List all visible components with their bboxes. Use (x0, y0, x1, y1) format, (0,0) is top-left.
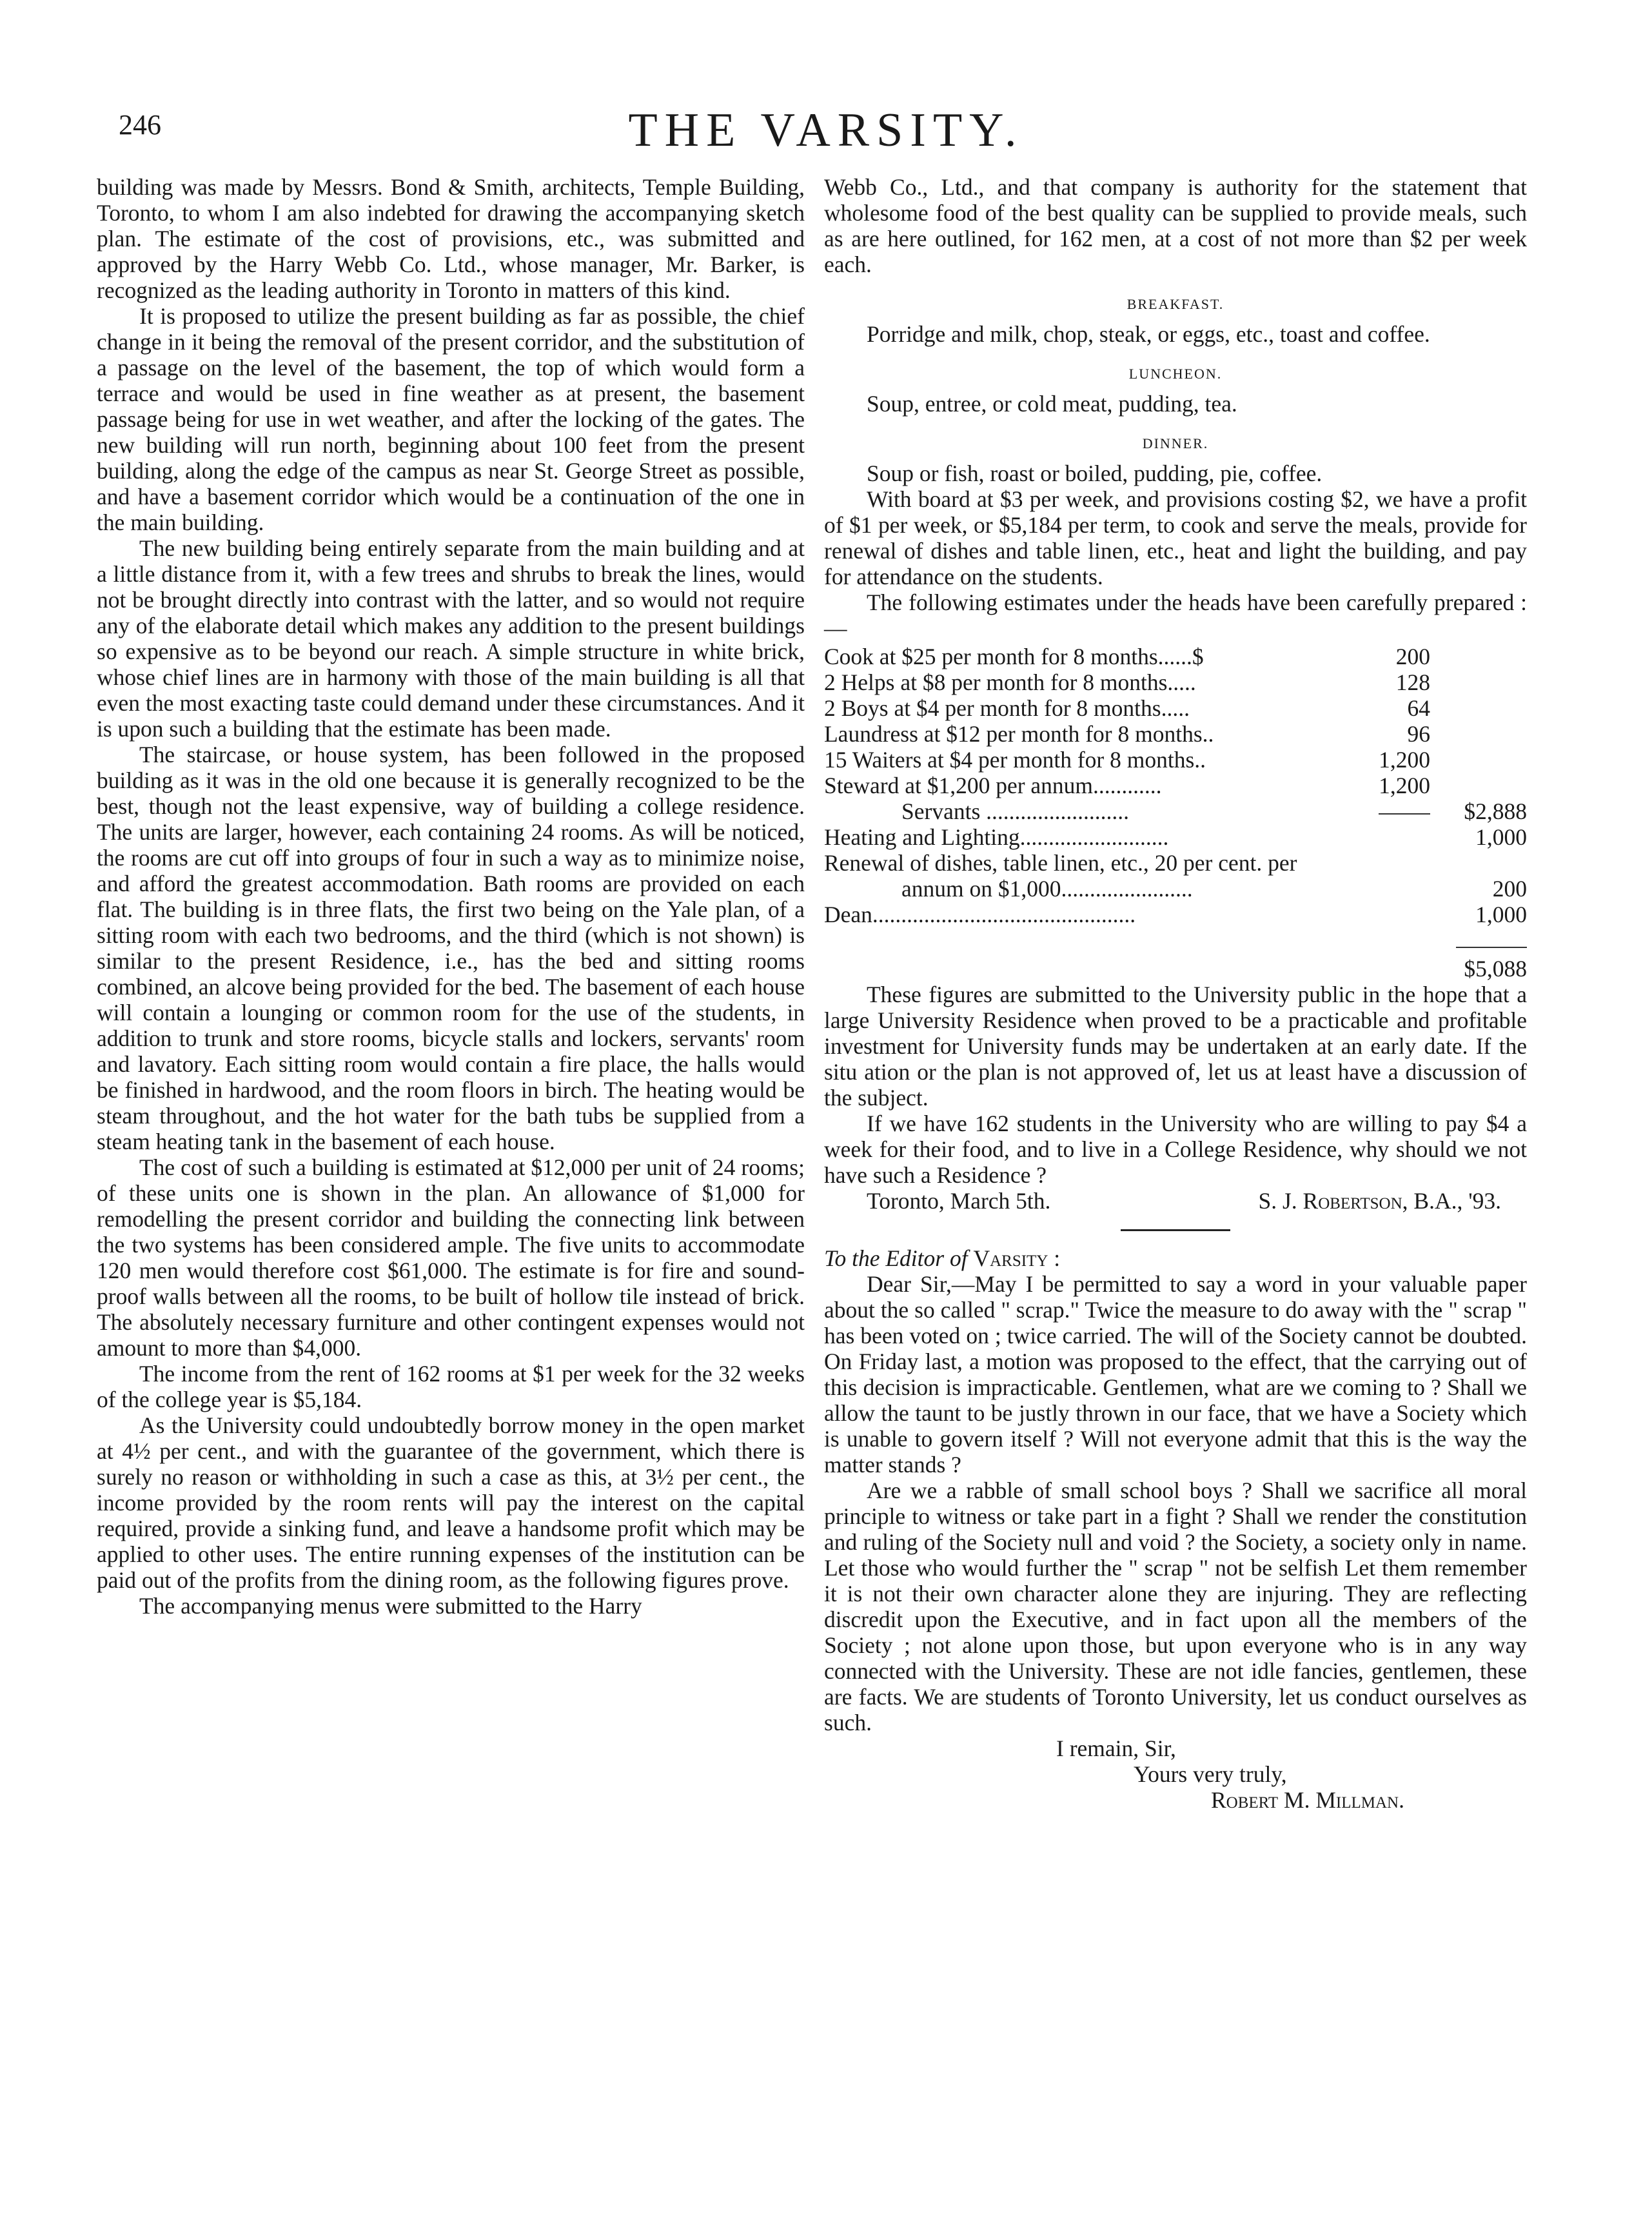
menu-heading-luncheon: LUNCHEON. (1128, 366, 1223, 382)
dean-label: Dean.............................................. (824, 902, 1136, 927)
letter-salutation (824, 1245, 1527, 1271)
dean-total: 1,000 (1475, 902, 1527, 927)
estimate-amount: 128 (1395, 669, 1430, 695)
table-row (824, 850, 1527, 876)
page-title: THE VARSITY. (628, 104, 1024, 157)
menu-heading-dinner: DINNER. (1142, 435, 1209, 451)
paragraph: The staircase, or house system, has been followed in the proposed building as it was in the old one because it is generally recognized to be the best, though not the least expensive, way of building a college residence. The units are larger, however, each containing 24 rooms. As will be noticed, the rooms are cut off into groups of four in such a way as to minimize noise, and afford the greatest accommodation. Bath rooms are provided on each flat. The building is in three flats, the first two being on the Yale plan, of a sitting room with each two bedrooms, and the third (which is not shown) is similar to the present Residence, i.e., has the bed and sitting rooms combined, an alcove being provided for the bed. The basement of each house will contain a lounging or common room for the use of the students, in addition to trunk and store rooms, bicycle stalls and lockers, servants' room and lavatory. Each sitting room would contain a fire place, the halls would be finished in hardwood, and the room floors in birch. The heating would be steam throughout, and the hot water for the bath tubs be supplied from a steam heating tank in the basement of each house. (97, 742, 805, 1154)
signature-line (824, 1188, 1527, 1214)
estimate-label: 15 Waiters at $4 per month for 8 months.. (824, 747, 1206, 773)
renewal-label: Renewal of dishes, table linen, etc., 20 per cent. per (824, 850, 1297, 876)
salutation-name: Varsity : (973, 1245, 1061, 1271)
left-column (97, 174, 805, 1619)
estimate-amount: 96 (1407, 721, 1430, 747)
table-row (824, 669, 1527, 695)
renewal-total: 200 (1492, 876, 1527, 902)
grand-total: $5,088 (1464, 956, 1527, 982)
paragraph: As the University could undoubtedly borrow money in the open market at 4½ per cent., and with the guarantee of the government, which there is surely no reason or withholding in such a case as this, at 3½ per cent., the income provided by the room rents will pay the interest on the capital required, provide a sinking fund, and leave a handsome profit which may be applied to other uses. The entire running expenses of the institution can be paid out of the profits from the dining room, as the following figures prove. (97, 1412, 805, 1593)
paragraph: Dear Sir,—May I be permitted to say a word in your valuable paper about the so called " scrap." Twice the measure to do away with the " scrap " has been voted on ; twice carried. The will of the Society cannot be doubted. On Friday last, a motion was proposed to the effect, that the carrying out of this decision is impracticable. Gentlemen, what are we coming to ? Shall we allow the taunt to be justly thrown in our face, that we have a Society which is unable to govern itself ? Will not everyone admit that this is the way the matter stands ? (824, 1271, 1527, 1478)
table-row (824, 876, 1527, 902)
paragraph: If we have 162 students in the University who are willing to pay $4 a week for their food, and to live in a College Residence, why should we not have such a Residence ? (824, 1111, 1527, 1188)
paragraph: Webb Co., Ltd., and that company is authority for the statement that wholesome food of the best quality can be supplied to provide meals, such as are here outlined, for 162 men, at a cost of not more than $2 per week each. (824, 174, 1527, 277)
right-column (824, 174, 1527, 1813)
paragraph: The cost of such a building is estimated at $12,000 per unit of 24 rooms; of these units one is shown in the plan. An allowance of $1,000 for remodelling the present corridor and building the connecting link between the two systems has been considered ample. The five units to accommodate 120 men would therefore cost $61,000. The estimate is for fire and sound-proof walls between all the rooms, to be built of hollow tile instead of brick. The absolutely necessary furniture and other contingent expenses would not amount to more than $4,000. (97, 1154, 805, 1361)
dateline: Toronto, March 5th. (867, 1188, 1051, 1214)
salutation-text: To the Editor of (824, 1245, 968, 1271)
menu-heading-breakfast: BREAKFAST. (1126, 296, 1224, 312)
table-row (824, 798, 1527, 824)
estimates-table (824, 644, 1527, 927)
paragraph: Are we a rabble of small school boys ? Shall we sacrifice all moral principle to witness or take part in a fight ? Shall we render the constitution and ruling of the Society null and void ? the Society, a society only in name. Let those who would further the " scrap " not be selfish Let them remember it is not their own character alone they are injuring. They are reflecting discredit upon the Executive, and in fact upon all the members of the Society ; not alone upon those, but upon everyone who is in any way connected with the University. These are not idle fancies, gentlemen, these are facts. We are students of Toronto University, let us conduct ourselves as such. (824, 1478, 1527, 1735)
table-row (824, 721, 1527, 747)
paragraph: The accompanying menus were submitted to the Harry (139, 1593, 642, 1619)
table-row (824, 902, 1527, 927)
estimate-label: Steward at $1,200 per annum............ (824, 773, 1162, 798)
estimate-total (1430, 669, 1527, 695)
table-row (824, 747, 1527, 773)
menu-text-dinner: Soup or fish, roast or boiled, pudding, pie, coffee. (867, 460, 1323, 486)
estimate-label: 2 Boys at $4 per month for 8 months..... (824, 695, 1190, 721)
paragraph: The new building being entirely separate from the main building and at a little distance from it, with a few trees and shrubs to break the lines, would not be brought directly into contrast with the latter, and so would not require any of the elaborate detail which makes any addition to the present buildings so expensive as to be beyond our reach. A simple structure in white brick, whose chief lines are in harmony with those of the main building is all that even the most exacting taste could demand under these circumstances. And it is upon such a building that the estimate has been made. (97, 535, 805, 742)
servants-total: $2,888 (1464, 798, 1527, 824)
paragraph: It is proposed to utilize the present building as far as possible, the chief change in it being the removal of the present corridor, and the substitution of a passage on the level of the basement, the top of which would form a terrace and would be used in fine weather as at present, the basement passage being for use in wet weather, and after the locking of the gates. The new building will run north, beginning about 100 feet from the present building, along the edge of the campus as near St. George Street as possible, and have a basement corridor which would be a continuation of the one in the main building. (97, 303, 805, 535)
page-number: 246 (119, 109, 161, 141)
estimate-amount: 1,200 (1379, 773, 1430, 798)
estimate-total (1430, 773, 1527, 798)
estimate-total (1430, 747, 1527, 773)
paragraph: building was made by Messrs. Bond & Smith, architects, Temple Building, Toronto, to whom I am also indebted for drawing the accompanying sketch plan. The estimate of the cost of provisions, etc., was submitted and approved by the Harry Webb Co. Ltd., whose manager, Mr. Barker, is recognized as the leading authority in Toronto in matters of this kind. (97, 174, 805, 303)
table-row (824, 644, 1527, 669)
estimate-total (1430, 695, 1527, 721)
menu-text-breakfast: Porridge and milk, chop, steak, or eggs, etc., toast and coffee. (867, 321, 1430, 347)
paragraph: With board at $3 per week, and provisions costing $2, we have a profit of $1 per week, or $5,184 per term, to cook and serve the meals, provide for renewal of dishes and table linen, etc., heat and light the building, and pay for attendance on the students. (824, 486, 1527, 589)
estimate-label: Cook at $25 per month for 8 months......$ (824, 644, 1204, 669)
author-signature: S. J. Robertson, B.A., '93. (1258, 1188, 1501, 1214)
estimate-label: Laundress at $12 per month for 8 months.. (824, 721, 1214, 747)
heating-label: Heating and Lighting.......................... (824, 824, 1169, 850)
estimate-amount: 1,200 (1379, 747, 1430, 773)
estimate-amount: 200 (1395, 644, 1430, 669)
estimate-label: 2 Helps at $8 per month for 8 months..... (824, 669, 1196, 695)
estimate-total (1430, 644, 1527, 669)
heating-total: 1,000 (1475, 824, 1527, 850)
letter-closing: Yours very truly, (1134, 1761, 1287, 1787)
estimate-amount: 64 (1407, 695, 1430, 721)
table-row (824, 824, 1527, 850)
menu-text-luncheon: Soup, entree, or cold meat, pudding, tea. (867, 391, 1237, 417)
paragraph: The following estimates under the heads have been carefully prepared :— (824, 589, 1527, 641)
letter-closing: I remain, Sir, (1056, 1735, 1176, 1761)
subtotal-rule (1353, 798, 1430, 824)
estimate-total (1430, 721, 1527, 747)
paragraph: The income from the rent of 162 rooms at $1 per week for the 32 weeks of the college year is $5,184. (97, 1361, 805, 1412)
letter-signature: Robert M. Millman. (1211, 1787, 1404, 1813)
renewal-label: annum on $1,000....................... (901, 876, 1193, 902)
paragraph: These figures are submitted to the University public in the hope that a large University Residence when proved to be a practicable and profitable investment for University funds may be undertaken at an early date. If the situ ation or the plan is not approved of, let us at least have a discussion of the subject. (824, 982, 1527, 1111)
table-row (824, 695, 1527, 721)
total-rule (824, 927, 1527, 953)
servants-label: Servants ......................... (901, 798, 1130, 824)
table-row (824, 773, 1527, 798)
section-divider (1121, 1229, 1230, 1231)
